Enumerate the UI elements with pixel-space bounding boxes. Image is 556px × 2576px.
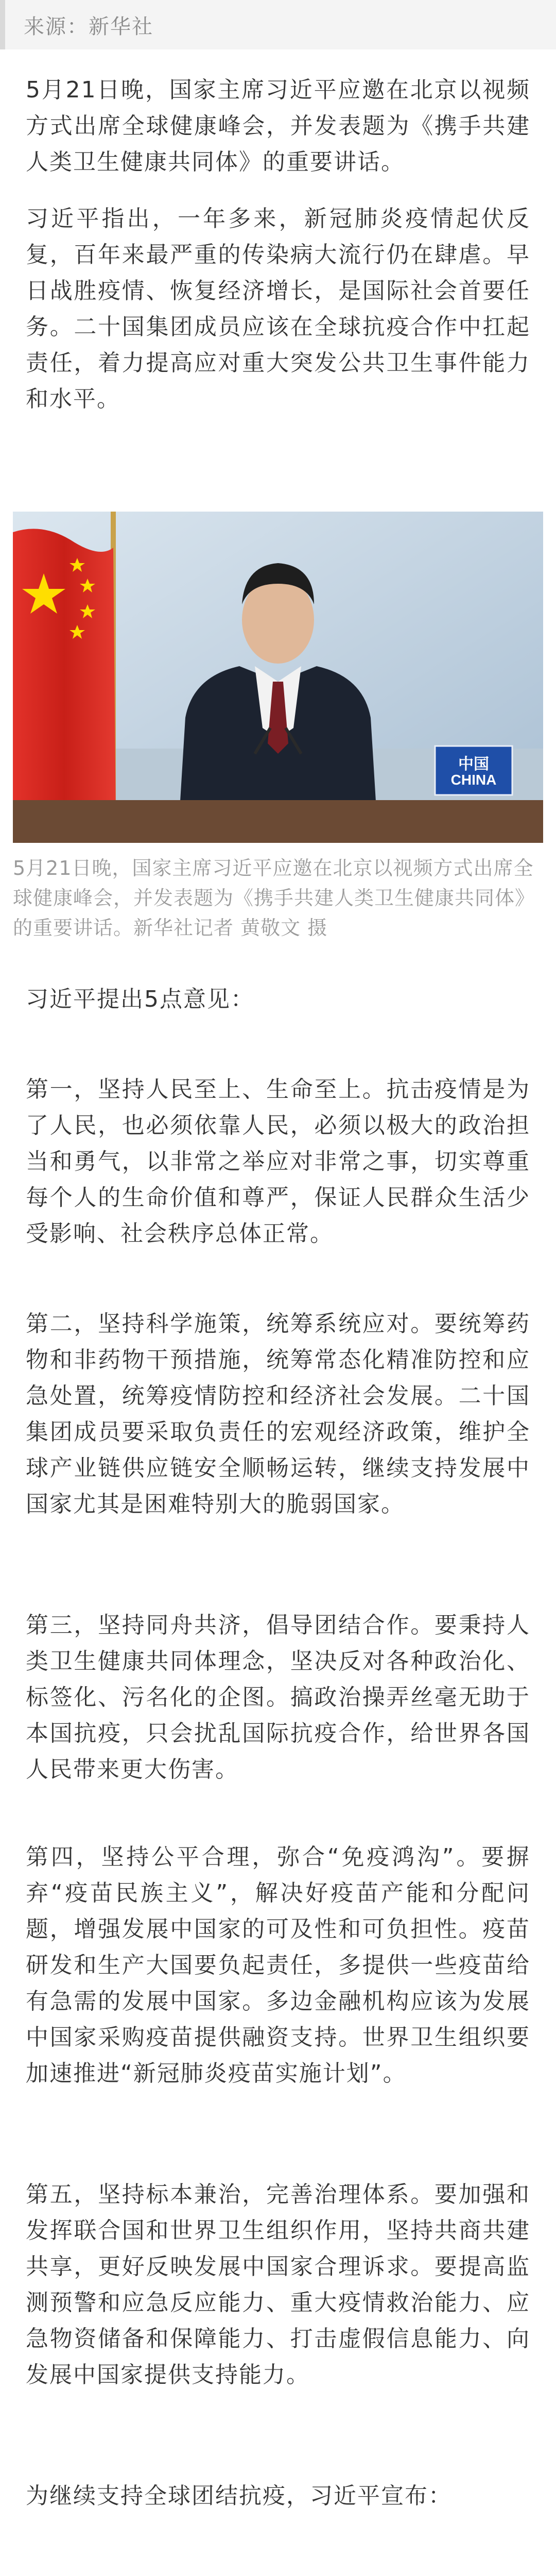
desk	[13, 800, 543, 843]
body-paragraph: 第二，坚持科学施策，统筹系统应对。要统筹药物和非药物干预措施，统筹常态化精准防控和应急处置，统筹疫情防控和经济社会发展。二十国集团成员要采取负责任的宏观经济政策，维护全球产业链供应链安全顺畅运转，继续支持发展中国家尤其是困难特别大的脆弱国家。	[26, 1311, 530, 1517]
source-label: 来源：新华社	[24, 14, 153, 39]
list-item	[26, 2571, 530, 2576]
body-paragraph: 习近平提出5点意见：	[26, 986, 254, 1012]
news-photo	[13, 512, 543, 843]
source-accent-bar	[0, 0, 5, 49]
body-paragraph: 第一，坚持人民至上、生命至上。抗击疫情是为了人民，也必须依靠人民，必须以极大的政治担当和勇气，以非常之举应对非常之事，切实尊重每个人的生命价值和尊严，保证人民群众生活少受影响、社会秩序总体正常。	[26, 1076, 530, 1247]
photo-caption: 5月21日晚，国家主席习近平应邀在北京以视频方式出席全球健康峰会，并发表题为《携手共建人类卫生健康共同体》的重要讲话。新华社记者 黄敬文 摄	[13, 857, 535, 939]
sign-label-cn: 中国	[458, 755, 489, 773]
body-paragraph: 第三，坚持同舟共济，倡导团结合作。要秉持人类卫生健康共同体理念，坚决反对各种政治化、标签化、污名化的企图。搞政治操弄丝毫无助于本国抗疫，只会扰乱国际抗疫合作，给世界各国人民带来更大伤害。	[26, 1612, 530, 1783]
photo-illustration	[13, 512, 543, 843]
sign-label-en: CHINA	[450, 772, 497, 788]
body-paragraph: 第五，坚持标本兼治，完善治理体系。要加强和发挥联合国和世界卫生组织作用，坚持共商共建共享，更好反映发展中国家合理诉求。要提高监测预警和应急反应能力、重大疫情救治能力、应急物资储备和保障能力、打击虚假信息能力、向发展中国家提供支持能力。	[26, 2181, 530, 2388]
chinese-flag	[13, 529, 116, 828]
body-paragraph: 为继续支持全球团结抗疫，习近平宣布：	[26, 2483, 452, 2509]
source-box	[0, 0, 556, 49]
intro-paragraph: 习近平指出，一年多来，新冠肺炎疫情起伏反复，百年来最严重的传染病大流行仍在肆虐。早日战胜疫情、恢复经济增长，是国际社会首要任务。二十国集团成员应该在全球抗疫合作中扛起责任，着力提高应对重大突发公共卫生事件能力和水平。	[26, 206, 530, 412]
body-paragraph: 第四，坚持公平合理，弥合“免疫鸿沟”。要摒弃“疫苗民族主义”，解决好疫苗产能和分配问题，增强发展中国家的可及性和可负担性。疫苗研发和生产大国要负起责任，多提供一些疫苗给有急需的发展中国家。多边金融机构应该为发展中国家采购疫苗提供融资支持。世界卫生组织要加速推进“新冠肺炎疫苗实施计划”。	[26, 1844, 530, 2087]
intro-paragraph: 5月21日晚，国家主席习近平应邀在北京以视频方式出席全球健康峰会，并发表题为《携手共建人类卫生健康共同体》的重要讲话。	[26, 77, 530, 175]
